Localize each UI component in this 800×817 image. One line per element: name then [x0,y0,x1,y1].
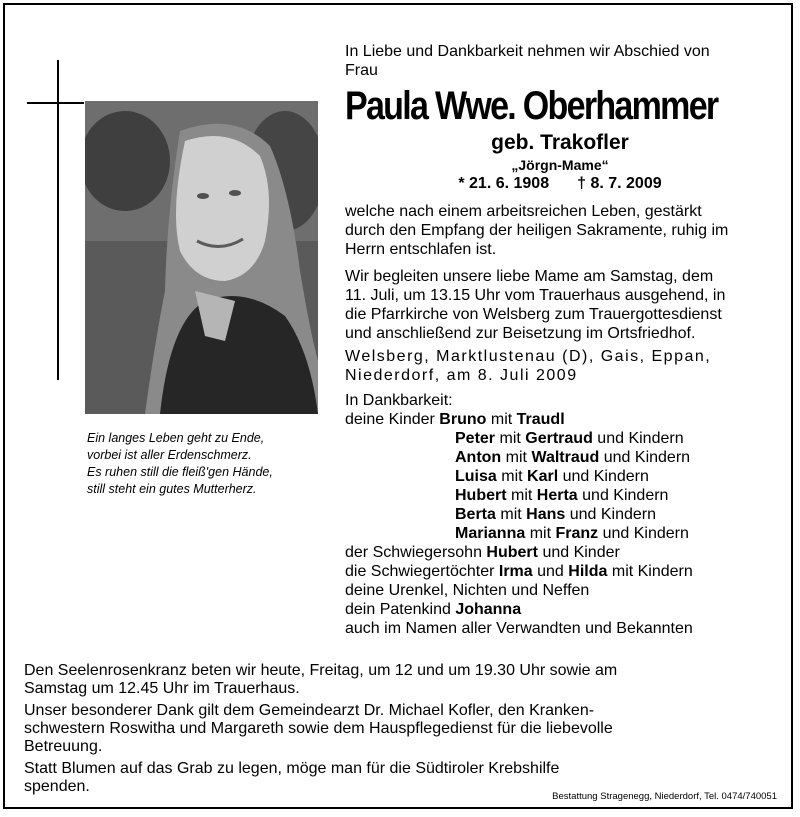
partner-name: Karl [527,468,559,485]
daughters-in-law-prefix: die Schwiegertöchter [345,563,495,580]
son-in-law-line [345,543,775,562]
child-name: Anton [455,449,502,466]
life-dates [345,174,775,194]
text-line: welche nach einem arbeitsreichen Leben, gestärkt [345,203,702,220]
partner-name: Traudl [516,411,565,428]
kids-suffix: und Kindern [562,468,649,485]
poem-line: vorbei ist aller Erdenschmerz. [87,448,252,462]
intro-text [345,42,775,80]
memorial-poem [87,430,322,498]
text-line: 11. Juli, um 13.15 Uhr vom Trauerhaus ausgehend, in [345,287,726,304]
text-line: schwestern Roswitha und Margareth sowie dem Hauspflegedienst für die liebevolle [24,720,613,737]
portrait-photo [85,101,318,414]
rosary-notice [24,662,774,698]
partner-name: Herta [536,487,578,504]
portrait-illustration [85,101,318,414]
text-line: Betreuung. [24,738,103,755]
cross-vertical-bar [57,60,59,380]
kids-suffix: und Kindern [602,525,689,542]
birth-date: * 21. 6. 1908 [458,175,550,192]
relatives-line: auch im Namen aller Verwandten und Bekannten [345,620,693,637]
text-line: Den Seelenrosenkranz beten wir heute, Freitag, um 12 und um 19.30 Uhr sowie am [24,662,618,679]
family-line [345,429,775,448]
intro-line: Frau [345,62,378,79]
special-thanks [24,702,774,756]
text-line: Welsberg, Marktlustenau (D), Gais, Eppan, [345,348,712,365]
funeral-paragraph [345,267,775,343]
deceased-name: Paula Wwe. Oberhammer [345,84,718,128]
partner-name: Waltraud [531,449,600,466]
passing-paragraph [345,202,775,259]
mit-word: mit [505,449,527,466]
kids-suffix: und Kindern [597,430,684,447]
text-line: Statt Blumen auf das Grab zu legen, möge man für die Südtiroler Krebshilfe [24,760,560,777]
mit-word: mit [529,525,552,542]
family-line [345,486,775,505]
family-line [345,448,775,467]
closing-section [24,662,774,800]
mit-word: mit [501,468,523,485]
child-name: Bruno [439,411,487,428]
obituary-notice [3,3,793,809]
child-name: Marianna [455,525,526,542]
thanks-intro: In Dankbarkeit: [345,392,453,409]
poem-line: Es ruhen still die fleiß'gen Hände, [87,465,273,479]
mit-word: mit [499,430,521,447]
child-name: Hubert [455,487,507,504]
and-word: und [537,563,564,580]
death-date: † 8. 7. 2009 [577,175,662,192]
kids-suffix: und Kindern [582,487,669,504]
godchild-name: Johanna [455,601,522,618]
mit-word: mit [500,506,522,523]
child-name: Peter [455,430,496,447]
text-line: Wir begleiten unsere liebe Mame am Samstag, dem [345,268,714,285]
family-line [345,505,775,524]
family-line [345,410,775,429]
poem-line: Ein langes Leben geht zu Ende, [87,431,265,445]
mit-word: mit [490,411,513,428]
text-line: durch den Empfang der heiligen Sakramente, ruhig im [345,222,729,239]
mourners-list [345,391,775,638]
undertaker-credit: Bestattung Stragenegg, Niederdorf, Tel. 0474/740051 [552,791,777,802]
partner-name: Gertraud [525,430,593,447]
nickname: „Jörgn-Mame“ [511,157,609,173]
kids-suffix: und Kindern [603,449,691,466]
son-in-law-name: Hubert [486,544,538,561]
partner-name: Franz [555,525,599,542]
godchild-line [345,600,775,619]
text-line: die Pfarrkirche von Welsberg zum Trauergottesdienst [345,306,722,323]
text-line: Unser besonderer Dank gilt dem Gemeindearzt Dr. Michael Kofler, den Kranken- [24,702,595,719]
poem-line: still steht ein gutes Mutterherz. [87,482,257,496]
cross-horizontal-bar [27,102,84,104]
family-line [345,467,775,486]
mit-word: mit [511,487,533,504]
family-line [345,524,775,543]
text-line: Samstag um 12.45 Uhr im Trauerhaus. [24,680,300,697]
children-prefix: deine Kinder [345,411,435,428]
daughter-in-law-name: Irma [498,563,533,580]
great-grandchildren-line: deine Urenkel, Nichten und Neffen [345,582,590,599]
daughters-in-law-suffix: mit Kindern [611,563,693,580]
intro-line: In Liebe und Dankbarkeit nehmen wir Abschied von [345,43,710,60]
daughters-in-law-line [345,562,775,581]
main-text-column [345,42,775,638]
text-line: spenden. [24,778,90,795]
daughter-in-law-name: Hilda [568,563,608,580]
kids-suffix: und Kindern [569,506,657,523]
maiden-name: geb. Trakofler [491,131,629,154]
child-name: Berta [455,506,496,523]
son-in-law-prefix: der Schwiegersohn [345,544,482,561]
godchild-prefix: dein Patenkind [345,601,451,618]
child-name: Luisa [455,468,497,485]
text-line: Herrn entschlafen ist. [345,241,497,258]
partner-name: Hans [526,506,566,523]
text-line: Niederdorf, am 8. Juli 2009 [345,367,578,384]
son-in-law-suffix: und Kinder [542,544,620,561]
places-date [345,347,775,385]
text-line: und anschließend zur Beisetzung im Ortsfriedhof. [345,325,696,342]
